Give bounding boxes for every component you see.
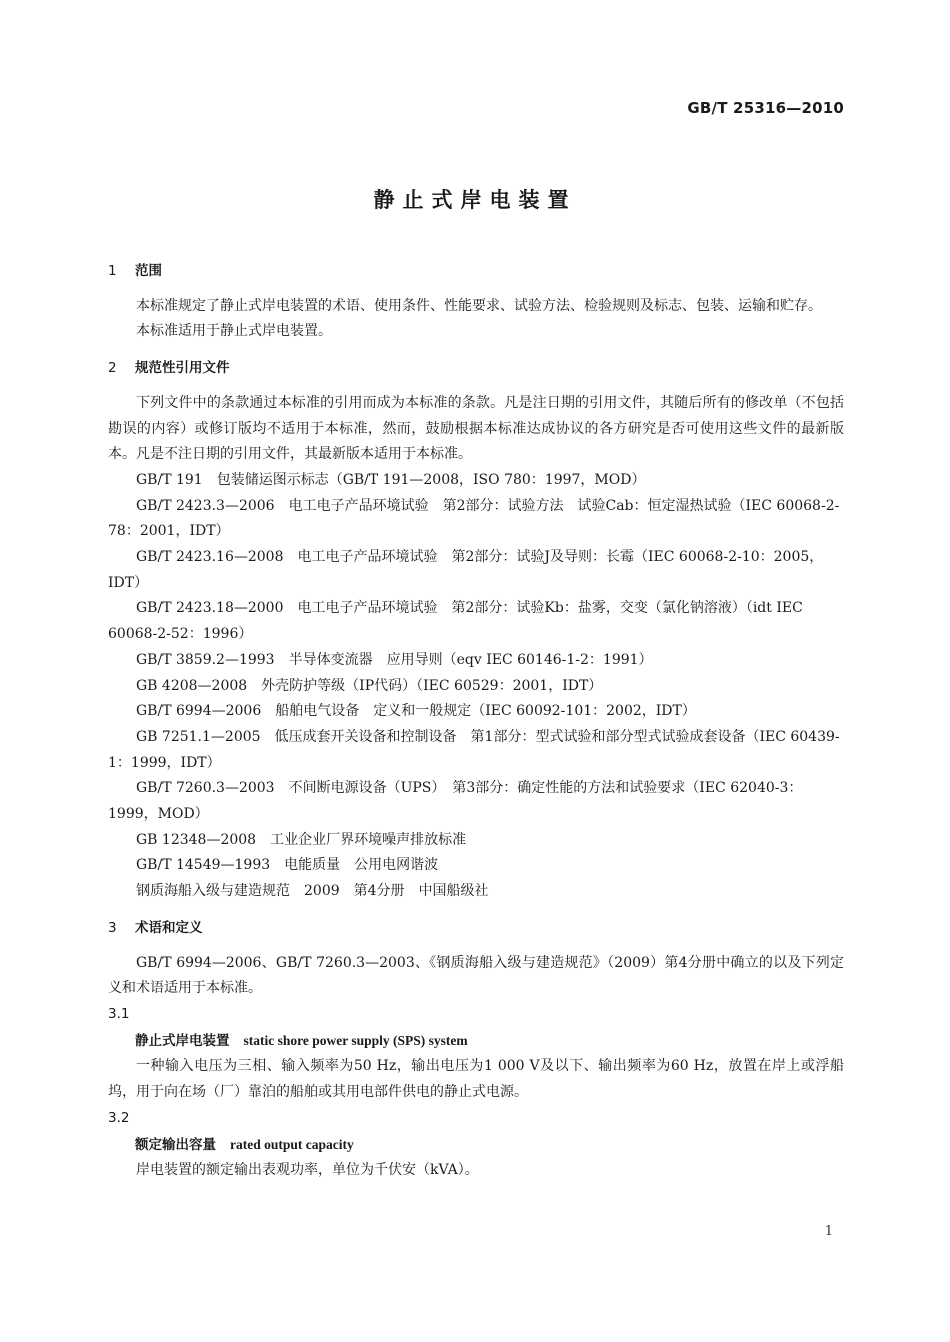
section-title: 术语和定义 <box>135 919 203 936</box>
paragraph: GB/T 6994—2006、GB/T 7260.3—2003、《钢质海船入级与建造规范》（2009）第4分册中确立的以及下列定义和术语适用于本标准。 <box>108 954 844 997</box>
term-definition: 岸电装置的额定输出表观功率，单位为千伏安（kVA）。 <box>136 1162 479 1179</box>
reference-item: GB/T 191 包装储运图示标志（GB/T 191—2008，ISO 780：1997，MOD） <box>136 471 646 488</box>
section-title: 范围 <box>135 263 162 279</box>
paragraph: 下列文件中的条款通过本标准的引用而成为本标准的条款。凡是注日期的引用文件，其随后所有的修改单（不包括勘误的内容）或修订版均不适用于本标准，然而，鼓励根据本标准达成协议的各方研究是否可使用这些文件的最新版本。凡是不注日期的引用文件，其最新版本适用于本标准。 <box>108 394 844 463</box>
section-heading-scope <box>108 259 844 285</box>
reference-item: GB 7251.1—2005 低压成套开关设备和控制设备 第1部分：型式试验和部分型式试验成套设备（IEC 60439-1：1999，IDT） <box>108 728 840 771</box>
term-name-zh: 静止式岸电装置 <box>135 1032 230 1049</box>
paragraph: 本标准适用于静止式岸电装置。 <box>136 323 332 340</box>
reference-item: GB/T 7260.3—2003 不间断电源设备（UPS） 第3部分：确定性能的方法和试验要求（IEC 62040-3：1999，MOD） <box>108 780 803 823</box>
section-number: 2 <box>108 360 117 377</box>
term-name-en: rated output capacity <box>230 1136 354 1152</box>
document-body <box>108 256 844 1184</box>
term-definition: 一种输入电压为三相、输入频率为50 Hz，输出电压为1 000 V及以下、输出频率为60 Hz，放置在岸上或浮船坞，用于向在场（厂）靠泊的船舶或其用电部件供电的静止式电源。 <box>108 1058 844 1101</box>
term-name-en: static shore power supply (SPS) system <box>243 1032 468 1048</box>
term-name-zh: 额定输出容量 <box>135 1136 216 1153</box>
reference-item: GB/T 14549—1993 电能质量 公用电网谐波 <box>136 857 439 874</box>
document-title: 静止式岸电装置 <box>373 188 577 212</box>
section-heading-terms <box>108 916 844 942</box>
section-heading-normative-references <box>108 356 844 382</box>
paragraph: 本标准规定了静止式岸电装置的术语、使用条件、性能要求、试验方法、检验规则及标志、包装、运输和贮存。 <box>136 297 822 314</box>
term-heading <box>108 1028 844 1055</box>
reference-item: GB/T 2423.3—2006 电工电子产品环境试验 第2部分：试验方法 试验Cab：恒定湿热试验（IEC 60068-2-78：2001，IDT） <box>108 497 840 540</box>
term-number: 3.1 <box>108 1005 130 1022</box>
reference-item: GB 12348—2008 工业企业厂界环境噪声排放标准 <box>136 831 467 848</box>
reference-item: GB 4208—2008 外壳防护等级（IP代码）（IEC 60529：2001，IDT） <box>136 677 603 694</box>
reference-item: GB/T 2423.18—2000 电工电子产品环境试验 第2部分：试验Kb：盐雾，交变（氯化钠溶液）（idt IEC 60068-2-52：1996） <box>108 600 803 643</box>
reference-item: GB/T 3859.2—1993 半导体变流器 应用导则（eqv IEC 60146-1-2：1991） <box>136 651 653 668</box>
section-number: 3 <box>108 919 117 936</box>
section-title: 规范性引用文件 <box>135 360 230 377</box>
reference-item: 钢质海船入级与建造规范 2009 第4分册 中国船级社 <box>136 883 489 900</box>
term-heading <box>108 1132 844 1159</box>
page-number: 1 <box>824 1224 833 1239</box>
reference-item: GB/T 6994—2006 船舶电气设备 定义和一般规定（IEC 60092-101：2002，IDT） <box>136 703 696 720</box>
section-number: 1 <box>108 263 117 279</box>
standard-number: GB/T 25316—2010 <box>687 99 844 117</box>
term-number: 3.2 <box>108 1109 130 1126</box>
reference-item: GB/T 2423.16—2008 电工电子产品环境试验 第2部分：试验J及导则：长霉（IEC 60068-2-10：2005，IDT） <box>108 549 824 591</box>
